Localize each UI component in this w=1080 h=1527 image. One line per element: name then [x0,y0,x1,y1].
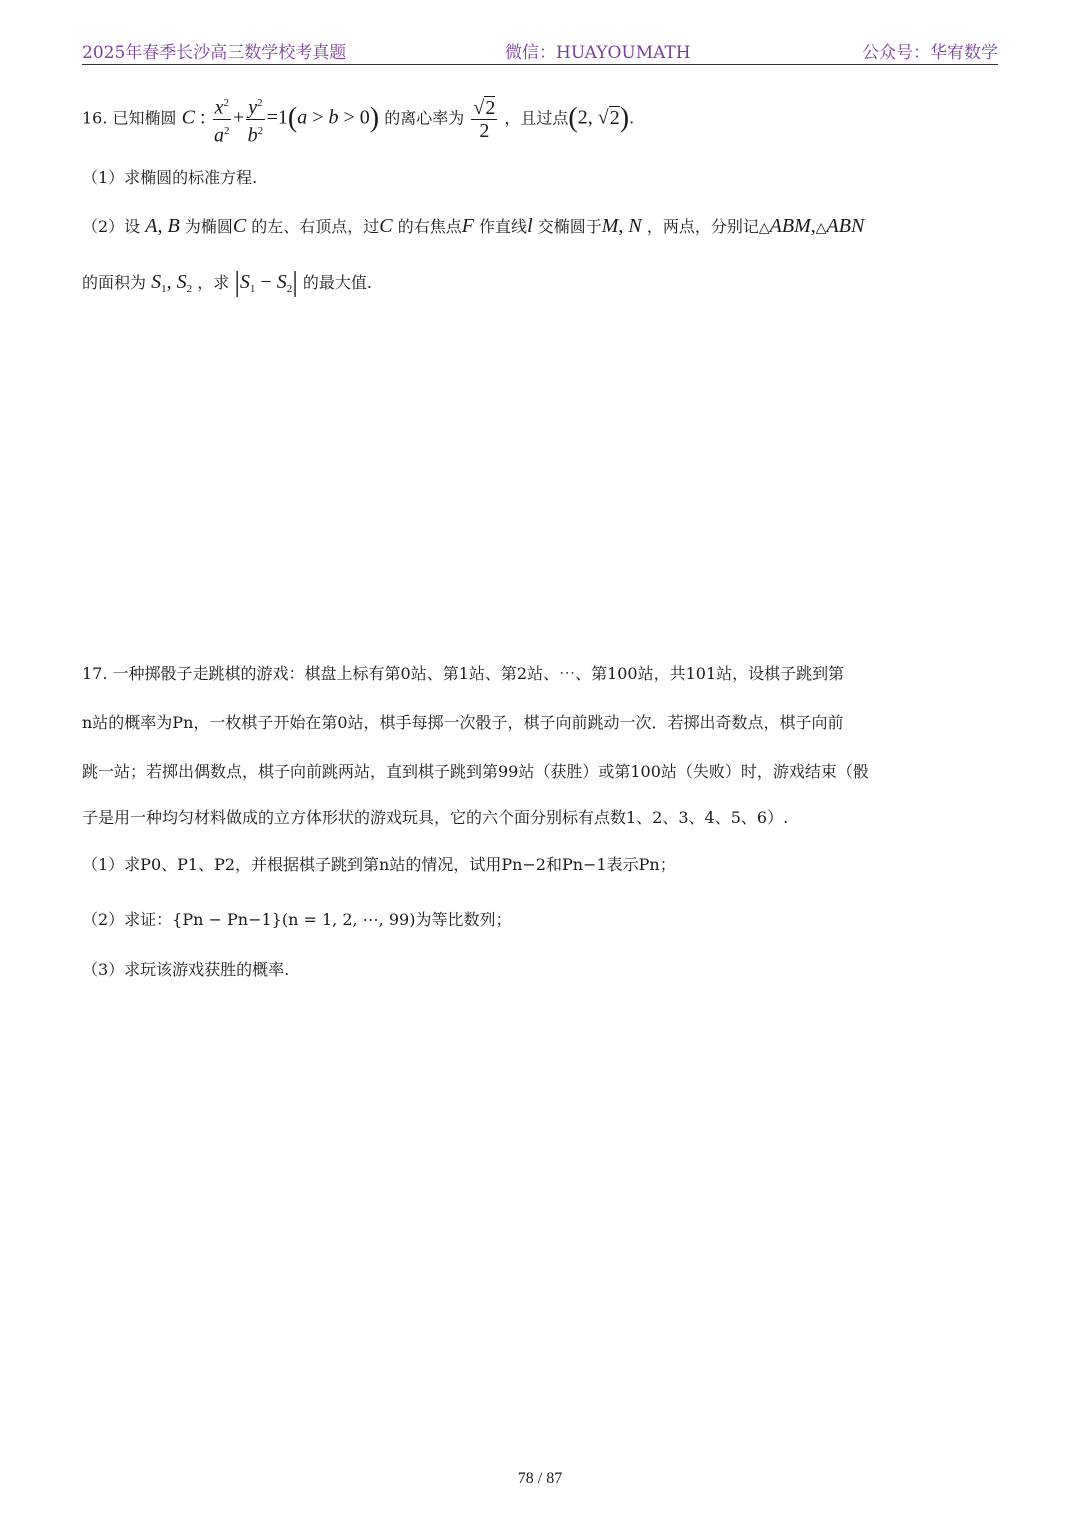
q16-p2i: ，求 [197,273,230,292]
q16-intro: 已知椭圆 [112,108,177,128]
q16-part1: （1）求椭圆的标准方程. [82,168,258,187]
q16-p2g: ，两点，分别记 [646,217,759,236]
q16-ecc-text: 的离心率为 [384,108,465,128]
q17-part2: （2）求证：{Pn − Pn−1}(n = 1, 2, ⋯, 99)为等比数列； [82,910,512,929]
header-wechat: 微信：HUAYOUMATH [505,43,691,63]
q16-p2j: 的最大值. [302,273,372,292]
q16-number: 16. [82,108,108,128]
q17-part3: （3）求玩该游戏获胜的概率. [82,960,290,979]
q17-line3: 跳一站；若掷出偶数点，棋子向前跳两站，直到棋子跳到第99站（获胜）或第100站（失败）时，游戏结束（骰 [82,762,869,781]
q17-line4: 子是用一种均匀材料做成的立方体形状的游戏玩具，它的六个面分别标有点数1、2、3、4、5、6）. [82,808,789,827]
q16-part2-line1: （2）设 A, B 为椭圆C 的左、右顶点，过C 的右焦点F 作直线l 交椭圆于M, N ，两点，分别记△ABM,△ABN [82,215,865,237]
q16-p2c: 的左、右顶点，过 [251,217,380,236]
header-account: 公众号：华宥数学 [862,43,998,63]
q17-line1: 17. 一种掷骰子走跳棋的游戏：棋盘上标有第0站、第1站、第2站、⋯、第100站，共101站，设棋子跳到第 [82,664,845,683]
q16-p2d: 的右焦点 [397,217,462,236]
q16-part2-line2: 的面积为 $S_1$, $S_2$ ，求 $|S_1 - S_2|$ 的最大值. [82,267,372,298]
page-number: 78 / 87 [517,1470,563,1487]
header-title: 2025年春季长沙高三数学校考真题 [82,43,347,63]
q16-p2h: 的面积为 [82,273,147,292]
q16-p2a: （2）设 [82,217,141,236]
q16-p2e: 作直线 [479,217,528,236]
q16-stem: 16. 已知椭圆 C : $\frac{x^2}{a^2}$ + $\frac{y^2}{b^2}$ =1(a > b > 0) 的离心率为 $\frac{√2}{2}$ ，且过点(2, √2). [82,92,998,146]
q16-p2b: 为椭圆 [184,217,233,236]
q17-part1: （1）求P0、P1、P2，并根据棋子跳到第n站的情况，试用Pn−2和Pn−1表示Pn； [82,855,676,874]
q16-p2f: 交椭圆于 [537,217,602,236]
q17-line2: n站的概率为Pn，一枚棋子开始在第0站，棋手每掷一次骰子，棋子向前跳动一次．若掷出奇数点，棋子向前 [82,713,844,732]
page-header [82,36,998,65]
q16-pass-text: ，且过点 [504,108,569,128]
